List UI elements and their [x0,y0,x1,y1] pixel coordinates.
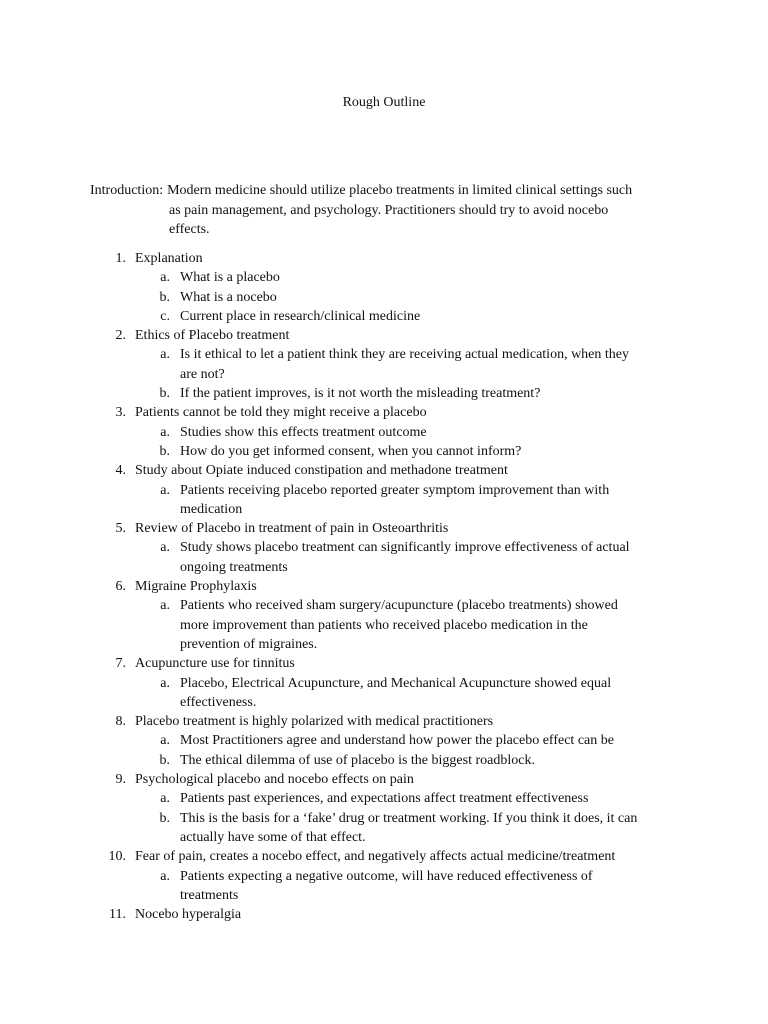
outline-item [0,847,768,905]
sub-item-letter: a. [160,482,170,498]
intro-text-line: Modern medicine should utilize placebo treatments in limited clinical settings such [167,183,633,198]
sub-list [0,731,768,770]
sub-item-letter: a. [160,791,170,807]
sub-item-line [0,596,685,615]
sub-item-letter: b. [159,386,170,402]
sub-item-letter: a. [160,733,170,749]
sub-item-line [0,809,685,828]
sub-item-line [0,731,685,750]
sub-item-text: more improvement than patients who received placebo medication in the [180,617,588,633]
outline-item-line [0,249,768,268]
sub-item-letter: a. [160,598,170,614]
outline-item-line [0,519,768,538]
sub-item-line [0,268,685,287]
intro-text-line: as pain management, and psychology. Practitioners should try to avoid nocebo [169,202,609,218]
outline-item-line [0,461,768,480]
outline-item [0,519,768,577]
outline-item [0,770,768,847]
sub-list [0,481,768,520]
outline-item [0,326,768,403]
sub-list [0,789,768,847]
sub-item-text: Patients receiving placebo reported greater symptom improvement than with [180,482,610,498]
outline-item-line [0,577,768,596]
sub-item-line [0,751,685,770]
outline-item-line [0,847,768,866]
sub-item [0,481,768,520]
sub-item-line [0,307,685,326]
sub-item-text: How do you get informed consent, when you cannot inform? [180,443,522,459]
sub-item-line [0,442,685,461]
sub-item [0,268,768,287]
intro-label: Introduction: [90,183,164,198]
sub-item-text: Is it ethical to let a patient think they are receiving actual medication, when they [180,347,629,363]
outline-item [0,712,768,770]
sub-item [0,789,768,808]
sub-item [0,288,768,307]
outline-item [0,577,768,654]
outline-item-number: 10. [108,849,126,865]
sub-item-line [0,789,685,808]
outline-item [0,461,768,519]
sub-item-text: Current place in research/clinical medicine [180,308,421,324]
sub-item [0,307,768,326]
outline-item-number: 8. [115,714,126,730]
sub-item [0,596,768,654]
sub-item-letter: a. [160,424,170,440]
sub-item [0,384,768,403]
outline-item-number: 7. [115,656,126,672]
sub-item-letter: a. [160,270,170,286]
sub-item [0,731,768,750]
outline-item-line [0,403,768,422]
sub-item-line [0,886,685,905]
sub-list [0,674,768,713]
sub-list [0,867,768,906]
sub-item-text: ongoing treatments [180,559,288,575]
outline-item-text: Psychological placebo and nocebo effects on pain [135,772,414,788]
outline-item-line [0,326,768,345]
sub-item [0,809,768,848]
sub-item-letter: a. [160,347,170,363]
sub-item-letter: b. [159,752,170,768]
sub-item-line [0,538,685,557]
sub-item [0,751,768,770]
introduction-paragraph [90,181,690,240]
sub-item-text: are not? [180,366,225,382]
sub-item-text: What is a placebo [180,270,280,286]
sub-item-letter: a. [160,868,170,884]
sub-item-line [0,423,685,442]
sub-list [0,538,768,577]
sub-item-text: Most Practitioners agree and understand how power the placebo effect can be [180,733,614,749]
sub-item-text: Patients who received sham surgery/acupuncture (placebo treatments) showed [180,598,618,614]
outline-item-number: 4. [115,463,126,479]
sub-item [0,442,768,461]
outline-item-number: 1. [115,251,126,266]
sub-item-letter: b. [159,810,170,826]
sub-item-text: Patients past experiences, and expectations affect treatment effectiveness [180,791,589,807]
outline-item-line [0,770,768,789]
outline-item-number: 11. [109,907,126,923]
outline-item-text: Ethics of Placebo treatment [135,328,290,344]
sub-item-line [0,558,685,577]
sub-item-text: If the patient improves, is it not worth the misleading treatment? [180,386,541,402]
sub-item [0,423,768,442]
sub-item-text: Study shows placebo treatment can significantly improve effectiveness of actual [180,540,630,556]
outline-item-number: 3. [115,405,126,421]
outline-item-line [0,654,768,673]
sub-item-line [0,481,685,500]
outline-item-number: 5. [115,521,126,537]
sub-item-letter: b. [159,443,170,459]
sub-item-text: This is the basis for a ‘fake’ drug or treatment working. If you think it does, it can [180,810,638,826]
sub-item-line [0,500,685,519]
outline-item-text: Fear of pain, creates a nocebo effect, and negatively affects actual medicine/treatment [135,849,616,865]
sub-item-line [0,365,685,384]
sub-list [0,423,768,462]
intro-first-line [90,181,690,201]
outline-item [0,249,768,326]
sub-item-line [0,616,685,635]
sub-item-text: Placebo, Electrical Acupuncture, and Mechanical Acupuncture showed equal [180,675,612,691]
sub-item-text: Patients expecting a negative outcome, will have reduced effectiveness of [180,868,593,884]
outline-item-text: Migraine Prophylaxis [135,579,257,595]
outline-item-text: Review of Placebo in treatment of pain in Osteoarthritis [135,521,449,537]
outline-item-line [0,905,768,924]
outline-item-text: Acupuncture use for tinnitus [135,656,295,672]
sub-item-line [0,674,685,693]
outline-item [0,654,768,712]
sub-item-text: treatments [180,887,239,903]
sub-item-text: The ethical dilemma of use of placebo is the biggest roadblock. [180,752,535,768]
sub-item-letter: b. [159,289,170,305]
sub-item-line [0,828,685,847]
sub-item-line [0,867,685,886]
outline-item-text: Patients cannot be told they might receive a placebo [135,405,427,421]
outline-item-number: 2. [115,328,126,344]
sub-item-text: prevention of migraines. [180,636,318,652]
sub-item-text: What is a nocebo [180,289,277,305]
sub-item-letter: a. [160,675,170,691]
outline-item [0,403,768,461]
sub-item-line [0,384,685,403]
sub-item-text: Studies show this effects treatment outcome [180,424,427,440]
sub-list [0,596,768,654]
sub-item-line [0,693,685,712]
outline-item-text: Study about Opiate induced constipation and methadone treatment [135,463,508,479]
sub-item-text: actually have some of that effect. [180,829,366,845]
sub-item-letter: a. [160,540,170,556]
sub-list [0,345,768,403]
outline-item-number: 9. [115,772,126,788]
outline-item-text: Nocebo hyperalgia [135,907,242,923]
sub-item-line [0,345,685,364]
document-title: Rough Outline [342,95,426,110]
sub-item [0,538,768,577]
sub-item-text: medication [180,501,243,517]
intro-text-line: effects. [169,222,210,237]
outline-item [0,905,768,924]
sub-item [0,345,768,384]
outline-item-line [0,712,768,731]
sub-item [0,674,768,713]
outline-item-text: Placebo treatment is highly polarized with medical practitioners [135,714,494,730]
sub-item [0,867,768,906]
sub-item-line [0,288,685,307]
outline-item-text: Explanation [135,251,203,266]
sub-list [0,268,768,326]
sub-item-line [0,635,685,654]
sub-item-letter: c. [160,308,170,324]
outline-item-number: 6. [115,579,126,595]
sub-item-text: effectiveness. [180,694,257,710]
outline-list [0,249,768,924]
